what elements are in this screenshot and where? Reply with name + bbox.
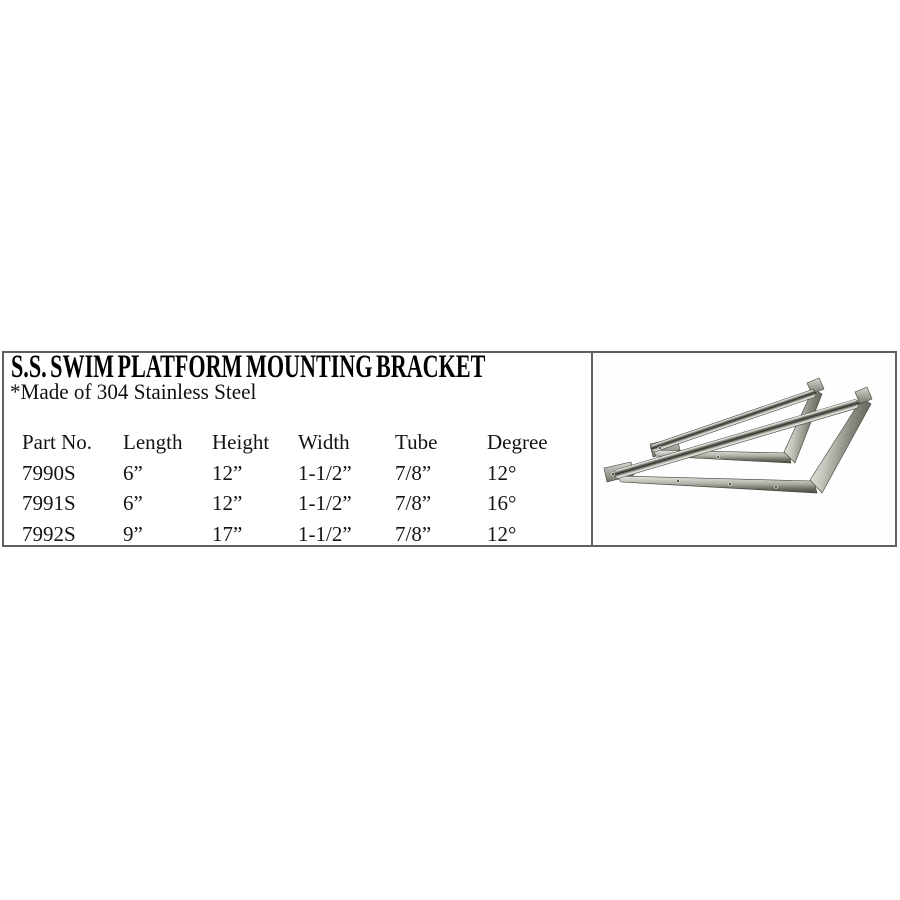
product-panel xyxy=(2,351,897,547)
table-cell-degree: 12° xyxy=(487,460,517,485)
front-strip-hole xyxy=(775,486,778,489)
table-cell-degree: 12° xyxy=(487,521,517,546)
spec-cell xyxy=(4,349,593,546)
table-cell-width: 1-1/2” xyxy=(298,491,352,515)
table-cell-tube: 7/8” xyxy=(395,491,432,515)
spec-table xyxy=(4,427,591,549)
table-cell-height: 17” xyxy=(212,521,243,546)
table-cell-part-no: 7990S xyxy=(22,460,76,485)
table-cell-tube: 7/8” xyxy=(395,460,432,485)
column-header: Part No. xyxy=(22,430,92,454)
front-strip-hole xyxy=(729,483,732,486)
rear-tab-hole xyxy=(659,447,662,450)
photo-cell xyxy=(593,353,895,545)
table-cell-part-no: 7991S xyxy=(22,491,76,515)
table-cell-length: 6” xyxy=(123,460,143,485)
table-cell-part-no: 7992S xyxy=(22,521,76,546)
column-header: Tube xyxy=(395,430,438,454)
product-subtitle: *Made of 304 Stainless Steel xyxy=(10,379,257,404)
table-cell-width: 1-1/2” xyxy=(298,460,352,485)
front-tab-hole xyxy=(611,472,614,475)
table-cell-degree: 16° xyxy=(487,491,517,515)
table-cell-length: 9” xyxy=(123,521,143,546)
column-header: Height xyxy=(212,430,270,454)
table-cell-height: 12” xyxy=(212,460,243,485)
table-cell-width: 1-1/2” xyxy=(298,521,352,546)
product-photo xyxy=(593,353,895,545)
table-cell-tube: 7/8” xyxy=(395,521,432,546)
column-header: Length xyxy=(123,430,183,454)
front-strip-hole xyxy=(677,480,680,483)
product-title: S.S. SWIM PLATFORM MOUNTING BRACKET xyxy=(11,349,486,385)
column-header: Degree xyxy=(487,430,548,454)
table-cell-length: 6” xyxy=(123,491,143,515)
photo-background xyxy=(593,353,895,545)
rear-strip-hole xyxy=(717,456,720,459)
table-cell-height: 12” xyxy=(212,491,243,515)
column-header: Width xyxy=(298,430,350,454)
